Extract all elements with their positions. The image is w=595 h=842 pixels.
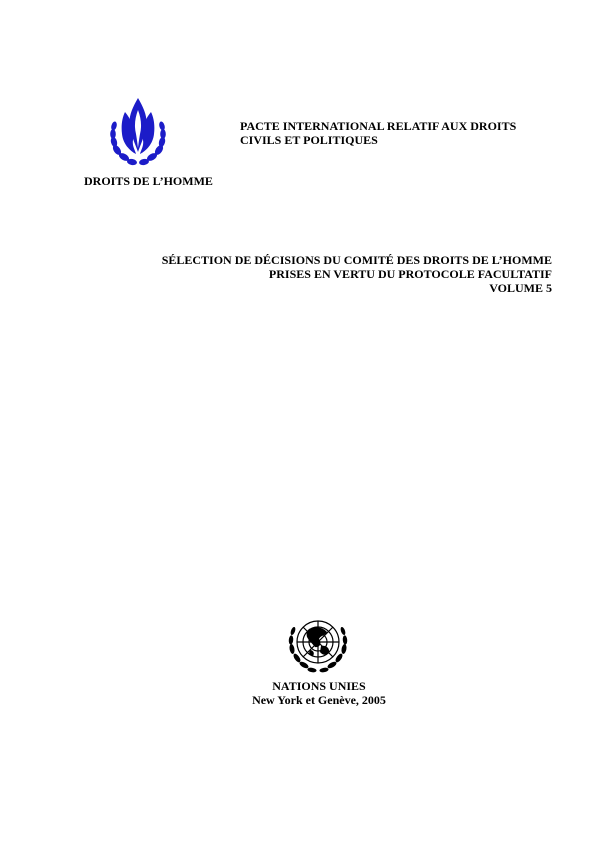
publisher-block <box>219 679 419 707</box>
publisher-place-date: New York et Genève, 2005 <box>252 693 386 707</box>
selection-title-line-2: PRISES EN VERTU DU PROTOCOLE FACULTATIF <box>268 267 552 281</box>
selection-title-line-1: SÉLECTION DE DÉCISIONS DU COMITÉ DES DROITS DE L’HOMME <box>161 253 552 267</box>
un-emblem-icon <box>285 613 351 675</box>
treaty-title-line-1: PACTE INTERNATIONAL RELATIF AUX DROITS <box>240 119 517 133</box>
selection-title-line-3: VOLUME 5 <box>489 281 552 295</box>
treaty-title-line-2: CIVILS ET POLITIQUES <box>240 133 378 147</box>
publisher-name: NATIONS UNIES <box>272 679 366 693</box>
flame-wreath-icon <box>105 96 171 168</box>
org-label: DROITS DE L’HOMME <box>84 174 213 188</box>
selection-title <box>162 253 552 295</box>
treaty-title <box>240 119 516 147</box>
